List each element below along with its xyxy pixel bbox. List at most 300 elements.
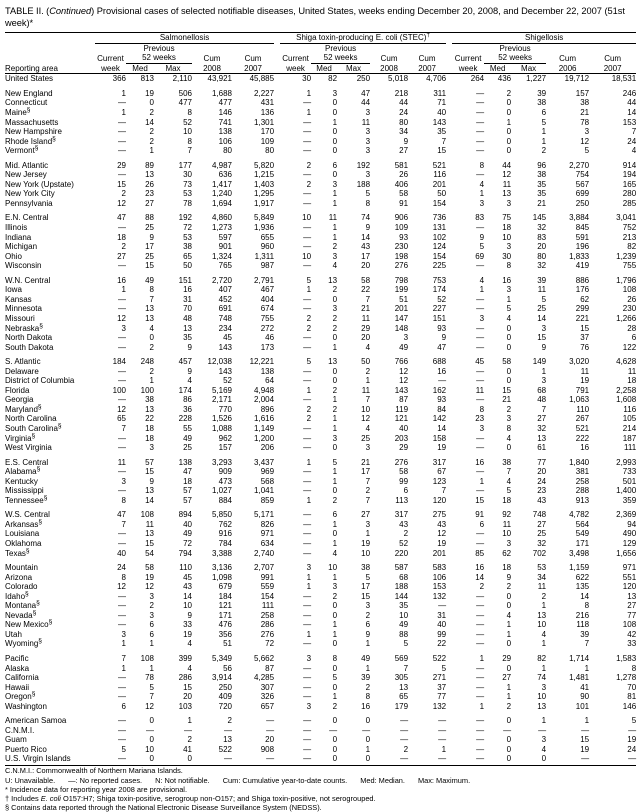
row-value: 147: [394, 313, 409, 323]
row-value: 5,169: [211, 385, 232, 395]
row-value: 0: [332, 376, 338, 386]
row-value: 1: [506, 629, 512, 639]
row-value: 45: [223, 333, 232, 343]
row-value: 6: [479, 519, 485, 529]
cum-label-shigellosis-2006: Cum: [559, 53, 577, 63]
row-value: 3: [584, 127, 590, 137]
row-value: 1: [306, 582, 312, 592]
row-value: 65: [183, 251, 192, 261]
table-row: [5, 98, 636, 108]
row-area-label: Michigan: [5, 242, 38, 252]
prev-spacer-0: [5, 43, 95, 53]
row-value: 13: [502, 189, 512, 199]
row-value: 54: [145, 548, 154, 558]
row-value: 65: [117, 414, 126, 424]
row-value: 12: [361, 414, 371, 424]
row-value: 501: [622, 476, 637, 486]
row-value: 118: [576, 620, 590, 630]
row-value: 37: [437, 682, 447, 692]
row-value: 506: [178, 88, 192, 98]
row-value: 406: [394, 179, 409, 189]
row-value: —: [118, 127, 126, 137]
row-value: 1: [306, 385, 312, 395]
row-value: 1,227: [526, 74, 547, 84]
row-value: —: [303, 443, 312, 453]
table-row: [5, 285, 636, 295]
row-value: 0: [332, 98, 338, 108]
row-value: 174: [432, 285, 447, 295]
row-value: 476: [218, 620, 232, 630]
row-value: 192: [356, 160, 371, 170]
table-row: [5, 127, 636, 137]
row-value: 12: [437, 529, 447, 539]
row-value: 551: [622, 572, 637, 582]
row-value: 45: [475, 357, 485, 367]
row-value: —: [118, 294, 126, 304]
row-value: 2,707: [254, 563, 275, 573]
row-value: 33: [627, 639, 637, 649]
row-value: 587: [394, 563, 409, 573]
row-value: 9: [187, 366, 192, 376]
row-area-label: Guam: [5, 735, 27, 745]
row-value: —: [476, 692, 485, 702]
row-value: 736: [432, 213, 447, 223]
row-value: 40: [437, 620, 447, 630]
row-value: 1: [332, 189, 338, 199]
row-value: 52: [437, 294, 447, 304]
row-value: 909: [218, 467, 232, 477]
row-area-label: California: [5, 673, 39, 683]
row-value: 2: [306, 160, 312, 170]
reporting-area-header: Reporting area: [5, 63, 58, 73]
group-header-shigellosis: Shigellosis: [452, 33, 636, 44]
table-row: [5, 314, 636, 324]
row-value: 591: [575, 232, 590, 242]
row-value: 37: [580, 333, 590, 343]
row-value: 0: [506, 98, 512, 108]
row-value: 1,403: [254, 179, 275, 189]
row-value: 120: [622, 582, 637, 592]
row-value: 3: [541, 376, 547, 386]
row-value: 87: [265, 663, 275, 673]
row-value: 14: [145, 117, 154, 127]
row-value: —: [476, 261, 485, 271]
row-value: 48: [183, 313, 192, 323]
row-value: 477: [218, 98, 232, 108]
row-value: 27: [537, 519, 547, 529]
row-area-label: Minnesota: [5, 304, 42, 314]
row-value: 280: [622, 189, 637, 199]
row-value: 3: [149, 610, 154, 620]
row-value: 64: [265, 376, 275, 386]
row-value: 0: [332, 682, 338, 692]
row-value: 288: [575, 486, 590, 496]
row-value: 0: [506, 366, 512, 376]
row-value: 53: [183, 189, 192, 199]
prev-spacer-5: [280, 43, 311, 53]
row-value: 100: [112, 385, 126, 395]
row-value: 7: [149, 692, 154, 702]
row-value: 18,531: [611, 74, 637, 84]
row-area-label: Idaho§: [5, 590, 29, 601]
row-value: 0: [506, 591, 512, 601]
row-value: 187: [622, 433, 637, 443]
row-value: —: [303, 716, 312, 726]
row-value: 82: [537, 654, 547, 663]
row-value: 10: [183, 601, 192, 611]
row-value: 634: [260, 538, 275, 548]
row-value: 18: [627, 376, 637, 386]
row-value: 9: [365, 223, 371, 233]
row-value: 43: [361, 242, 371, 252]
row-value: 2: [306, 313, 312, 323]
row-value: 1: [541, 127, 547, 137]
row-area-label: West Virginia: [5, 443, 52, 453]
row-value: 176: [575, 285, 590, 295]
row-value: 2,004: [254, 395, 275, 405]
row-value: 49: [399, 342, 409, 352]
row-value: 13: [183, 323, 192, 333]
row-value: 1: [332, 117, 338, 127]
row-value: 18: [145, 423, 154, 433]
row-value: 33: [183, 620, 192, 630]
weeks-label-salmonellosis: 52 weeks: [126, 53, 192, 63]
row-value: 896: [260, 404, 275, 414]
table-row: [5, 467, 636, 477]
row-value: —: [476, 146, 485, 156]
row-value: 13: [537, 433, 547, 443]
row-value: 4: [506, 476, 512, 486]
footnote-legend: [5, 776, 636, 785]
row-value: 3: [506, 414, 512, 424]
row-value: 4,628: [616, 357, 637, 367]
row-area-label: Kentucky: [5, 476, 38, 486]
row-area-label: Pacific: [5, 654, 29, 663]
row-value: 3,884: [569, 213, 590, 223]
title-prefix: TABLE II. (: [5, 6, 50, 16]
row-value: 113: [395, 495, 409, 505]
row-value: 124: [432, 242, 447, 252]
row-value: 20: [361, 333, 371, 343]
row-value: 222: [575, 433, 590, 443]
row-value: 1: [121, 663, 126, 673]
row-value: 7: [121, 423, 126, 433]
row-value: 11: [361, 117, 371, 127]
row-value: 19: [437, 538, 447, 548]
row-value: 0: [332, 754, 338, 764]
row-value: 3,437: [254, 457, 275, 467]
table-row: [5, 630, 636, 640]
row-value: 246: [622, 88, 637, 98]
row-value: 188: [356, 179, 371, 189]
row-value: 20: [183, 692, 192, 702]
row-value: 14: [580, 591, 590, 601]
row-value: 813: [140, 74, 154, 84]
row-value: 1,583: [616, 654, 637, 663]
row-value: 6: [365, 620, 371, 630]
row-value: —: [303, 663, 312, 673]
row-value: 3: [306, 701, 312, 711]
row-value: 12: [117, 198, 126, 208]
row-value: 228: [178, 414, 192, 424]
table-row: [5, 357, 636, 367]
row-value: 1,936: [254, 223, 275, 233]
row-value: —: [400, 716, 409, 726]
row-value: 99: [399, 476, 409, 486]
row-value: 1: [332, 629, 338, 639]
row-area-label: Missouri: [5, 313, 35, 323]
row-value: —: [303, 189, 312, 199]
row-value: 89: [145, 160, 154, 170]
current-label-salmonellosis: Current: [97, 53, 124, 63]
row-value: 5,849: [254, 213, 275, 223]
row-value: 17: [361, 582, 371, 592]
row-value: 317: [432, 457, 447, 467]
row-area-label: Maryland§: [5, 403, 42, 414]
row-value: 149: [532, 357, 547, 367]
row-value: 752: [622, 223, 637, 233]
row-value: 11: [361, 385, 371, 395]
row-value: 1,400: [616, 486, 637, 496]
row-area-footnote-marker: §: [34, 144, 39, 152]
row-value: 4: [479, 179, 485, 189]
row-value: 0: [506, 108, 512, 118]
row-value: 10: [502, 529, 512, 539]
row-value: —: [476, 366, 485, 376]
row-value: 71: [437, 98, 447, 108]
row-value: 19: [580, 744, 590, 754]
row-value: 753: [432, 275, 447, 285]
row-value: —: [476, 725, 485, 735]
row-value: 52: [223, 376, 232, 386]
row-value: 2: [506, 404, 512, 414]
row-value: 81: [627, 692, 637, 702]
row-value: 2: [332, 385, 338, 395]
row-value: 72: [183, 223, 192, 233]
row-area-label: Delaware: [5, 366, 39, 376]
row-area-label: Nebraska§: [5, 321, 43, 333]
row-area-label: S. Atlantic: [5, 357, 41, 367]
row-value: 96: [537, 160, 547, 170]
row-value: 143: [218, 342, 232, 352]
row-value: 29: [502, 654, 512, 663]
row-value: 9: [187, 610, 192, 620]
row-value: 18: [117, 232, 126, 242]
row-value: 399: [178, 654, 192, 663]
row-value: 4,860: [211, 213, 232, 223]
row-value: 25: [361, 433, 371, 443]
row-value: 5,349: [211, 654, 232, 663]
row-value: 4,782: [569, 510, 590, 520]
row-value: 24: [117, 563, 126, 573]
row-value: 38: [502, 457, 512, 467]
row-value: 702: [532, 548, 547, 558]
row-area-label: New Mexico§: [5, 618, 53, 630]
row-value: 234: [218, 323, 232, 333]
row-value: 21: [580, 108, 590, 118]
row-value: —: [303, 117, 312, 127]
row-value: 1: [479, 285, 485, 295]
row-area-label: Arizona: [5, 572, 33, 582]
row-value: 798: [394, 275, 409, 285]
row-value: —: [303, 136, 312, 146]
table-row: [5, 170, 636, 180]
row-value: 1: [479, 476, 485, 486]
table-row: [5, 242, 636, 252]
row-value: 3: [332, 88, 338, 98]
row-value: 194: [622, 170, 637, 180]
table-row: [5, 692, 636, 702]
year-header-salmonellosis-2008: 2008: [203, 63, 221, 73]
row-value: 2: [149, 366, 154, 376]
table-row: [5, 414, 636, 424]
row-area-label: Alaska: [5, 663, 30, 673]
page-title: [5, 6, 636, 29]
row-value: —: [118, 591, 126, 601]
row-value: —: [303, 170, 312, 180]
row-value: 655: [260, 232, 275, 242]
row-value: —: [303, 467, 312, 477]
row-value: 311: [433, 88, 447, 98]
row-area-footnote-marker: §: [38, 518, 43, 526]
row-value: 9: [479, 232, 485, 242]
row-value: —: [438, 735, 447, 745]
row-value: —: [476, 591, 485, 601]
row-value: 2: [365, 486, 371, 496]
row-value: 8: [506, 261, 512, 271]
row-value: 305: [394, 673, 409, 683]
row-value: 2,110: [172, 74, 192, 84]
row-value: 2,740: [254, 548, 275, 558]
row-value: —: [118, 170, 126, 180]
row-value: —: [476, 376, 485, 386]
row-value: 248: [140, 357, 154, 367]
prev-spacer-11: [589, 43, 636, 53]
row-value: —: [303, 735, 312, 745]
row-value: 3: [121, 323, 126, 333]
row-value: 0: [149, 735, 154, 745]
row-value: 1: [332, 395, 338, 405]
table-row: [5, 673, 636, 683]
row-value: 19: [580, 376, 590, 386]
row-value: 41: [183, 744, 192, 754]
row-value: 15: [475, 495, 485, 505]
row-value: 39: [537, 88, 547, 98]
row-value: 826: [260, 519, 275, 529]
table-row: [5, 654, 636, 664]
row-value: 1,833: [569, 251, 590, 261]
row-value: 93: [437, 323, 447, 333]
row-value: 0: [332, 744, 338, 754]
table-row: [5, 563, 636, 573]
row-value: 72: [265, 639, 275, 649]
row-value: 5: [506, 304, 512, 314]
table-row: [5, 745, 636, 755]
row-value: —: [476, 443, 485, 453]
row-value: 43: [183, 582, 192, 592]
row-value: 58: [361, 275, 371, 285]
row-value: —: [476, 529, 485, 539]
row-value: 0: [332, 127, 338, 137]
row-value: 0: [541, 754, 547, 764]
table-footnotes: [5, 765, 636, 812]
row-area-footnote-marker: §: [57, 422, 62, 430]
row-value: 4: [365, 342, 371, 352]
row-value: 7: [441, 486, 447, 496]
row-value: 2: [149, 342, 154, 352]
row-value: 691: [218, 304, 232, 314]
row-value: 179: [394, 701, 409, 711]
row-value: 1: [584, 716, 590, 726]
row-value: 9: [149, 476, 154, 486]
row-value: 1: [306, 572, 312, 582]
row-value: 138: [218, 127, 232, 137]
row-value: 0: [506, 146, 512, 156]
row-value: 1,688: [211, 88, 232, 98]
row-area-label: American Samoa: [5, 716, 67, 726]
row-value: —: [118, 395, 126, 405]
row-value: 8: [365, 198, 371, 208]
row-area-label: Oklahoma: [5, 538, 42, 548]
row-value: 14: [361, 232, 371, 242]
row-value: 431: [260, 98, 275, 108]
row-value: 165: [622, 179, 637, 189]
row-value: 80: [399, 117, 409, 127]
row-value: 0: [187, 754, 192, 764]
row-value: —: [266, 716, 275, 726]
row-value: 1: [332, 572, 338, 582]
row-value: 971: [260, 529, 275, 539]
row-value: 12: [145, 701, 154, 711]
row-value: 4,706: [426, 74, 447, 84]
row-value: 11: [627, 366, 637, 376]
row-value: 145: [532, 213, 547, 223]
row-value: 3: [332, 179, 338, 189]
row-value: —: [303, 510, 312, 520]
row-value: 122: [622, 342, 637, 352]
row-value: 227: [432, 304, 447, 314]
row-value: 2: [332, 285, 338, 295]
row-value: 146: [622, 701, 637, 711]
table-row: [5, 639, 636, 649]
row-value: 40: [117, 548, 126, 558]
row-value: 359: [622, 495, 637, 505]
row-area-footnote-marker: §: [38, 637, 42, 645]
row-value: 6: [149, 629, 154, 639]
row-value: —: [184, 725, 192, 735]
table-row: [5, 601, 636, 611]
row-value: 5: [306, 275, 312, 285]
row-value: 12: [580, 136, 590, 146]
row-value: 7: [149, 294, 154, 304]
row-value: —: [303, 198, 312, 208]
row-value: —: [118, 486, 126, 496]
week-header-stec: week: [286, 63, 305, 73]
row-value: 49: [145, 275, 154, 285]
table-row: [5, 735, 636, 745]
table-row: [5, 664, 636, 674]
year-header-stec-2008: 2008: [380, 63, 398, 73]
year-header-salmonellosis-2007: 2007: [244, 63, 262, 73]
row-value: —: [118, 692, 126, 702]
row-value: 88: [145, 213, 154, 223]
row-value: 40: [183, 519, 192, 529]
row-value: 8: [187, 108, 192, 118]
row-value: 21: [537, 198, 547, 208]
row-value: 4,987: [211, 160, 232, 170]
row-value: 569: [394, 654, 409, 663]
row-area-label: Florida: [5, 385, 30, 395]
